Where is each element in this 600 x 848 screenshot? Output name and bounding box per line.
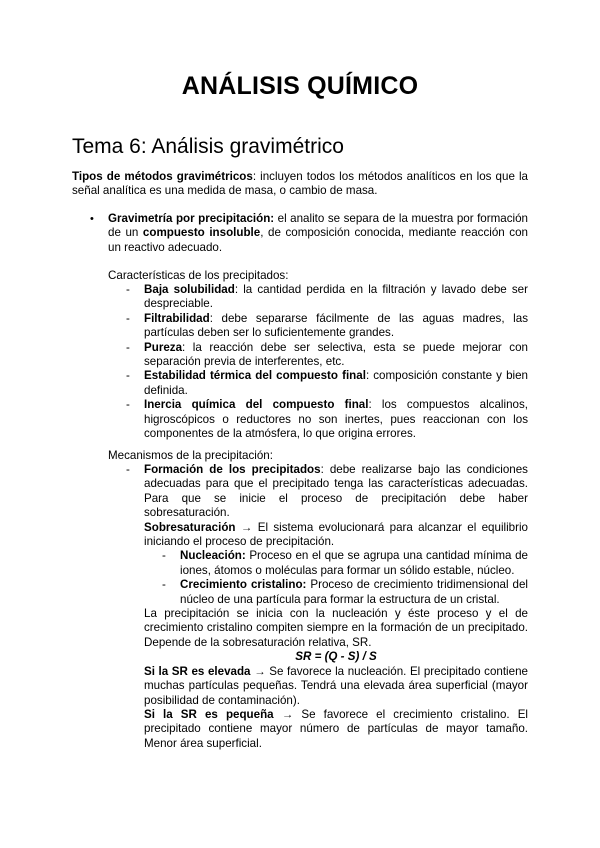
sobresaturacion-term: Sobresaturación [144,520,236,534]
mecanismos-heading: Mecanismos de la precipitación: [108,449,273,462]
intro-term: Tipos de métodos gravimétricos [72,170,253,183]
intro-text: : incluyen todos los métodos analíticos en los que la señal analítica es una medida de masa, o cambio de masa. [72,170,528,198]
dash-marker: - [126,369,130,383]
mecanismos-block [126,463,528,751]
sr-pequena-paragraph [144,708,528,751]
caracteristicas-heading: Características de los precipitados: [108,269,289,282]
formacion-term: Formación de los precipitados [144,463,321,476]
caracteristicas-list [126,283,528,441]
bullet-icon: • [90,213,94,225]
dash-marker: - [126,340,130,354]
sub-item-text: Proceso en el que se agrupa una cantidad mínima de iones, átomos o moléculas para formar un sólido estable, núcleo. [180,549,528,577]
dash-marker: - [126,398,130,412]
dash-marker: - [162,578,166,592]
sr-formula: SR = (Q - S) / S [295,650,377,664]
sobresaturacion-paragraph [144,521,528,550]
sub-item-text: Proceso de crecimiento tridimensional del núcleo de una partícula para formar la estructura de un cristal. [180,578,528,606]
gravimetria-text2: , de composición conocida, mediante reacción con un reactivo adecuado. [108,226,528,254]
item-term: Baja solubilidad [144,283,235,296]
list-item [126,283,528,312]
sr-elevada-paragraph [144,665,528,708]
sr-elevada-term: Si la SR es elevada [144,664,251,678]
dash-marker: - [162,549,166,563]
item-text: : la reacción debe ser selectiva, esta se puede mejorar con separación previa de interferentes, etc. [144,340,528,369]
sub-item-crecimiento [162,578,528,607]
sr-pequena-term: Si la SR es pequeña [144,707,274,721]
sub-list [162,549,528,607]
item-text: : debe separarse fácilmente de las aguas madres, las partículas deben ser lo suficientemente grandes. [144,311,528,340]
dash-marker: - [126,463,130,476]
list-item [126,369,528,398]
item-term: Inercia química del compuesto final [144,398,369,412]
intro-paragraph [72,170,528,199]
gravimetria-term2: compuesto insoluble [142,226,261,240]
item-term: Filtrabilidad [144,311,210,325]
gravimetria-paragraph [90,212,528,255]
precipitacion-paragraph: La precipitación se inicia con la nucleación y éste proceso y el de crecimiento cristalino compiten siempre en la formación de un precipitado. Depende de la sobresaturación relativa, SR. [144,607,528,649]
sobresaturacion-text: → El sistema evolucionará para alcanzar el equilibrio iniciando el proceso de precipitación. [144,520,528,549]
sub-item-term: Nucleación: [180,549,246,563]
list-item [126,311,528,341]
item-text: : los compuestos alcalinos, higroscópicos o reductores no son inertes, pues reaccionan con los componentes de la atmósfera, lo que origina errores. [144,398,528,441]
item-term: Estabilidad térmica del compuesto final [144,369,366,383]
formacion-item [126,463,528,521]
sr-elevada-text: → Se favorece la nucleación. El precipitado contiene muchas partículas pequeñas. Tendrá una elevada área superficial (mayor posibilidad de contaminación). [144,664,528,707]
gravimetria-text: el analito se separa de la muestra por formación de un [108,212,528,240]
list-item [126,340,528,370]
item-term: Pureza [144,340,183,354]
sub-item-nucleacion [162,549,528,578]
sub-item-term: Crecimiento cristalino: [180,578,307,592]
gravimetria-term: Gravimetría por precipitación: [108,212,275,225]
document-title: ANÁLISIS QUÍMICO [181,72,419,100]
dash-marker: - [126,311,130,325]
item-text: : composición constante y bien definida. [144,369,528,397]
section-heading: Tema 6: Análisis gravimétrico [72,135,344,158]
formacion-text: : debe realizarse bajo las condiciones adecuadas para que el precipitado tenga las características adecuadas. Para que se inicie el proceso de precipitación debe haber sobresaturación. [144,463,528,520]
list-item [126,398,528,441]
dash-marker: - [126,283,130,296]
sr-pequena-text: → Se favorece el crecimiento cristalino. El precipitado contiene mayor número de partículas de mayor tamaño. Menor área superficial. [144,707,528,750]
item-text: : la cantidad perdida en la filtración y lavado debe ser despreciable. [144,283,528,311]
